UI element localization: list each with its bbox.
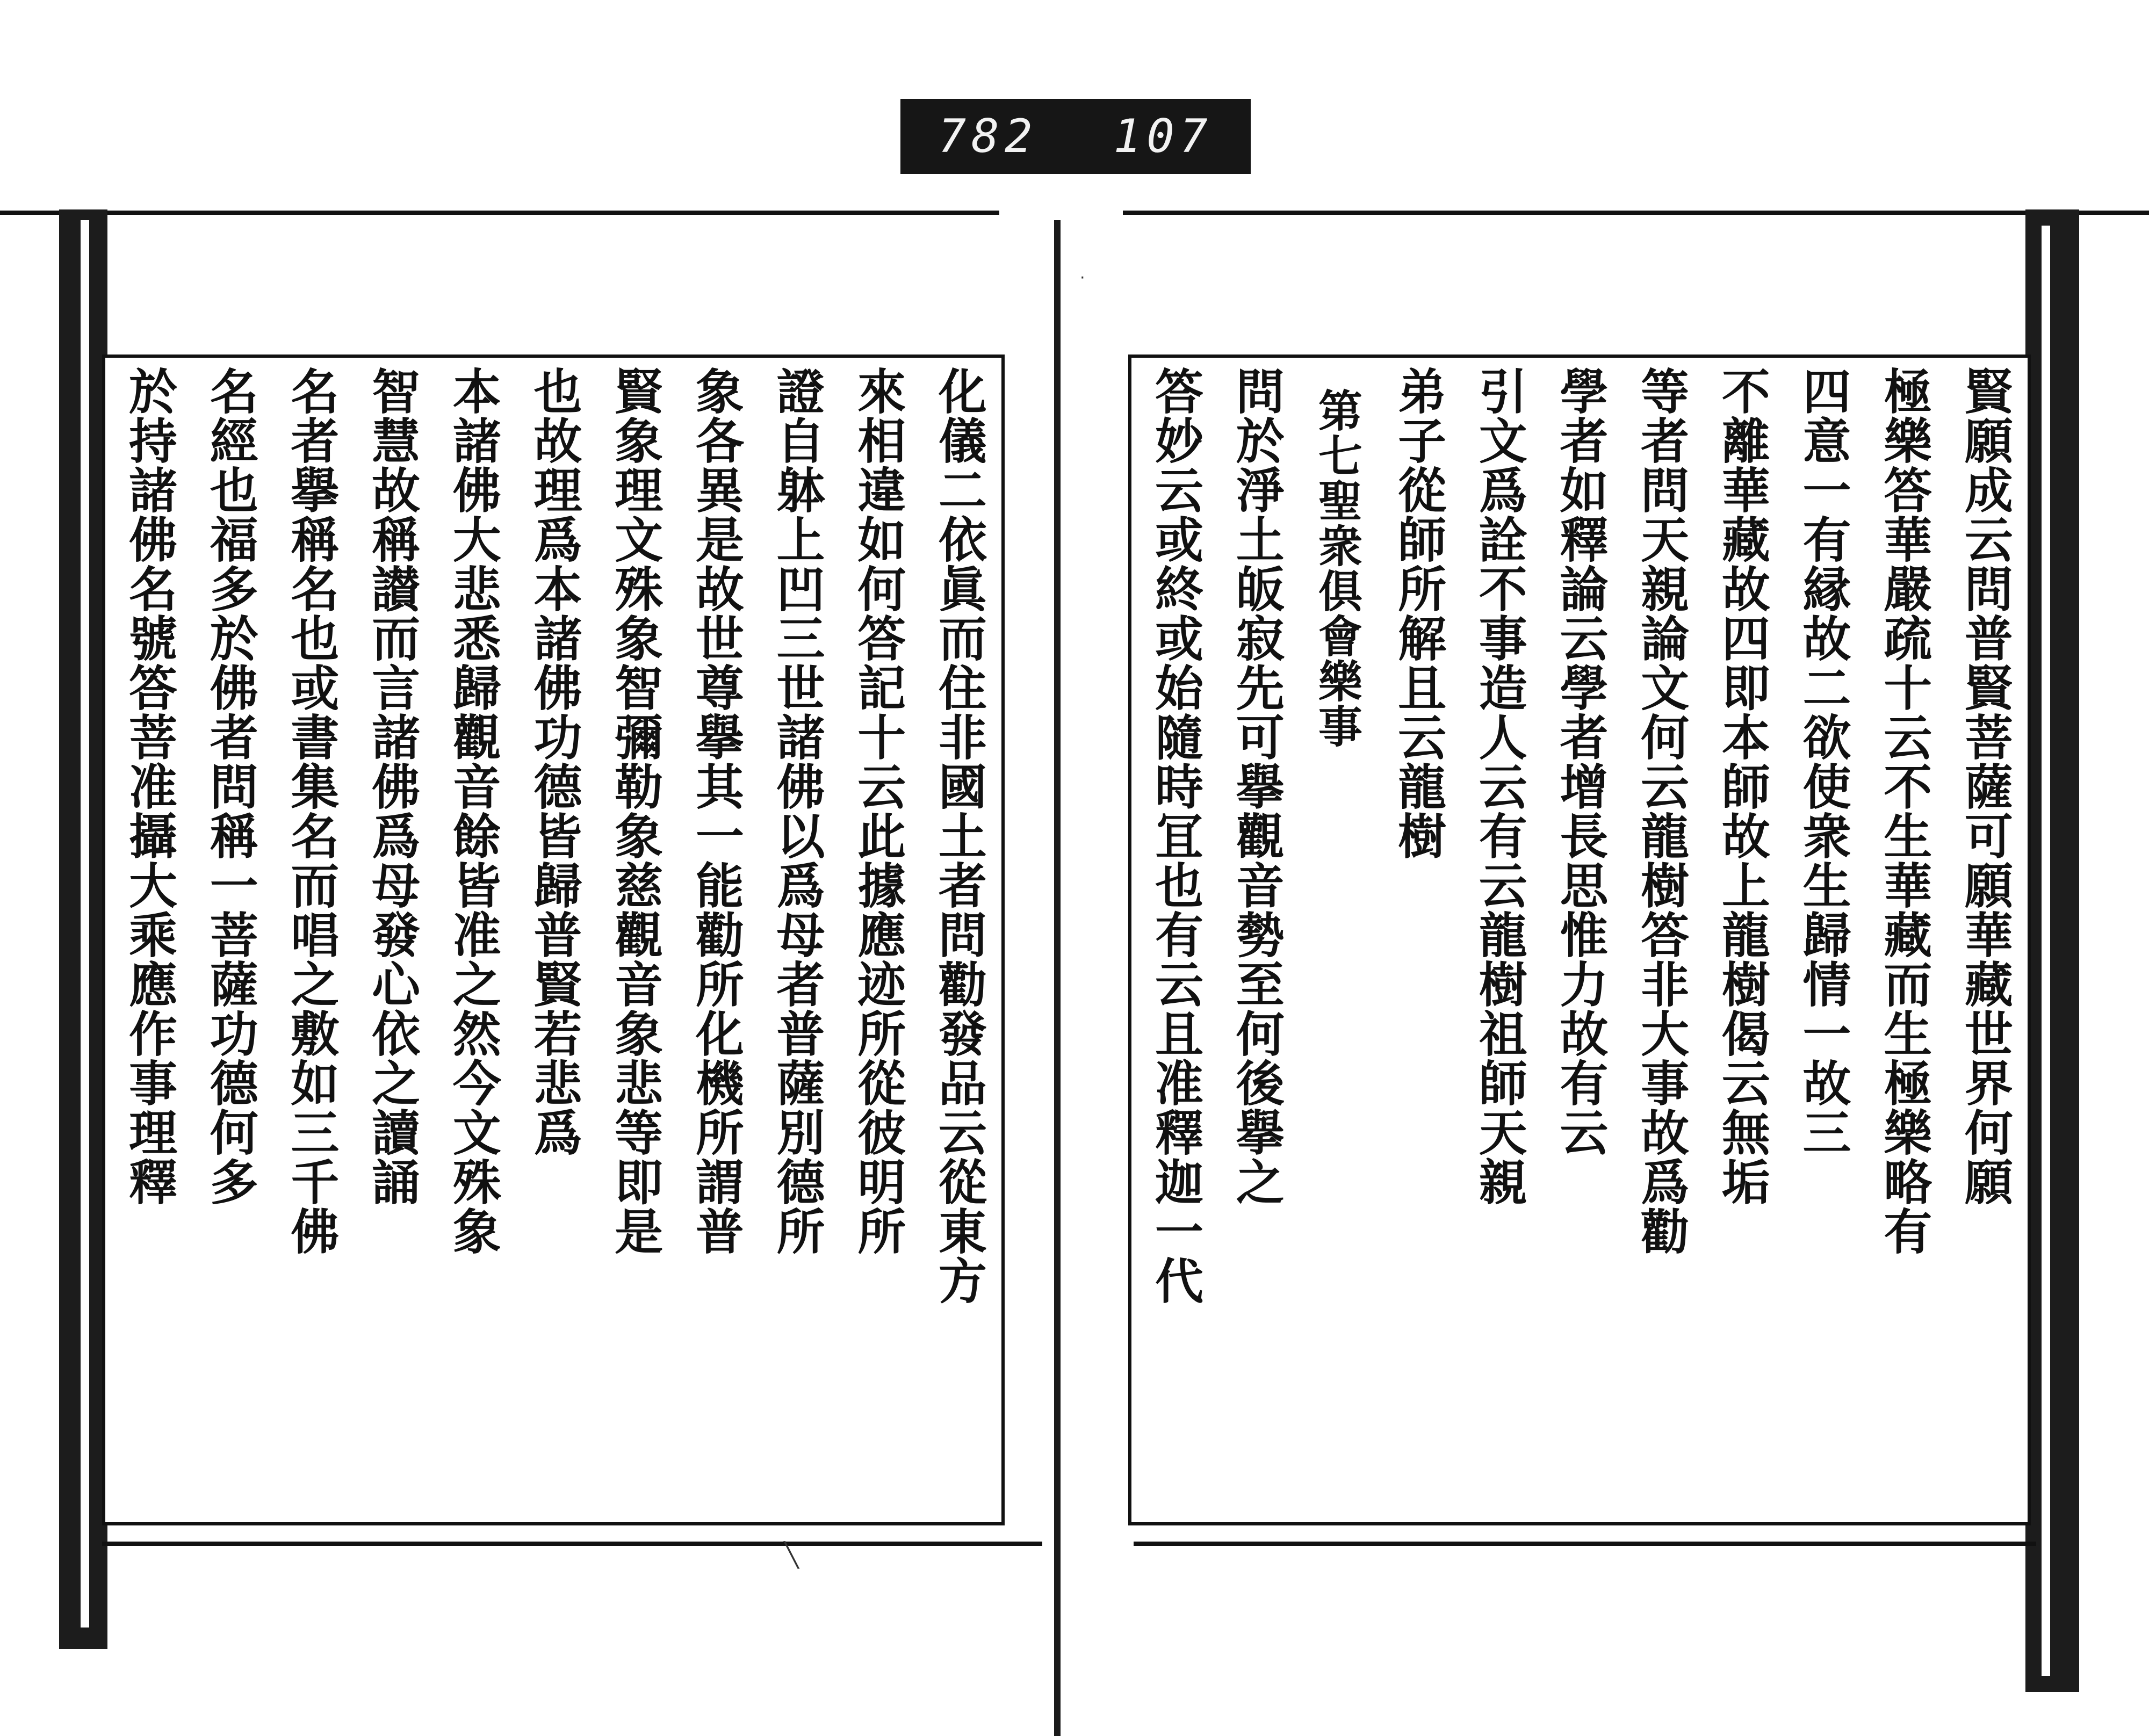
right-page-edge (2025, 209, 2079, 1692)
right-section-heading: 第七聖衆俱會樂事 (1311, 388, 1363, 749)
frame-number-right: 107 (1113, 110, 1213, 163)
left-column-5: 賢象理文殊象智彌勒象慈觀音象悲等即是 (606, 366, 664, 1256)
right-column-5: 等者問天親論文何云龍樹答非大事故爲勸 (1632, 366, 1690, 1256)
right-column-7: 引文爲詮不事造人云有云龍樹祖師天親 (1470, 366, 1527, 1206)
left-column-10: 名經也福多於佛者問稱一菩薩功德何多 (201, 366, 258, 1206)
top-rule-left (0, 211, 999, 215)
right-page-columns (1141, 366, 2018, 1514)
scan-speck: ╲ (784, 1542, 799, 1569)
right-column-4: 不離華藏故四即本師故上龍樹偈云無垢 (1713, 366, 1770, 1206)
left-page-text-frame (102, 355, 1005, 1525)
left-column-11: 於持諸佛名號答菩准攝大乘應作事理釋 (120, 366, 177, 1206)
right-column-11: 答妙云或終或始隨時冝也有云且准釋迦一代 (1146, 366, 1203, 1305)
right-column-2: 極樂答華嚴疏十云不生華藏而生極樂略有 (1875, 366, 1932, 1256)
frame-number-left: 782 (938, 110, 1038, 163)
right-column-8: 弟子從師所解且云龍樹 (1389, 366, 1447, 860)
left-footer-rule (102, 1542, 1042, 1546)
right-column-6: 學者如釋論云學者增長思惟力故有云 (1551, 366, 1609, 1157)
scan-speck: · (1080, 269, 1085, 287)
right-footer-rule (1134, 1542, 2036, 1546)
right-page-text-frame (1128, 355, 2031, 1525)
left-column-7: 本諸佛大悲悉歸觀音餘皆准之然今文殊象 (444, 366, 501, 1256)
left-page-columns (115, 366, 992, 1514)
frame-number-label (900, 99, 1251, 174)
right-column-1: 賢願成云問普賢菩薩可願華藏世界何願 (1956, 366, 2013, 1206)
left-column-6: 也故理爲本諸佛功德皆歸普賢若悲爲 (525, 366, 582, 1157)
left-column-2: 來相違如何答記十云此據應迹所從彼明所 (849, 366, 906, 1256)
left-column-3: 證自躰上凹三世諸佛以爲母者普薩別德所 (768, 366, 825, 1256)
book-spine (1054, 220, 1061, 1736)
right-edge-inner-strip (2042, 226, 2050, 1676)
top-rule-right (1123, 211, 2149, 215)
right-column-10: 問於淨土皈寂先可擧觀音勢至何後擧之 (1227, 366, 1285, 1206)
left-column-4: 象各異是故世尊擧其一能勸所化機所謂普 (687, 366, 744, 1256)
left-column-8: 智慧故稱讃而言諸佛爲母發心依之讀誦 (363, 366, 421, 1206)
left-column-1: 化儀二依眞而住非國土者問勸發品云從東方 (929, 366, 987, 1305)
left-edge-inner-strip (81, 220, 89, 1628)
right-column-3: 四意一有縁故二欲使衆生歸情一故三 (1794, 366, 1851, 1157)
left-column-9: 名者擧稱名也或書集名而唱之敷如三千佛 (282, 366, 340, 1256)
